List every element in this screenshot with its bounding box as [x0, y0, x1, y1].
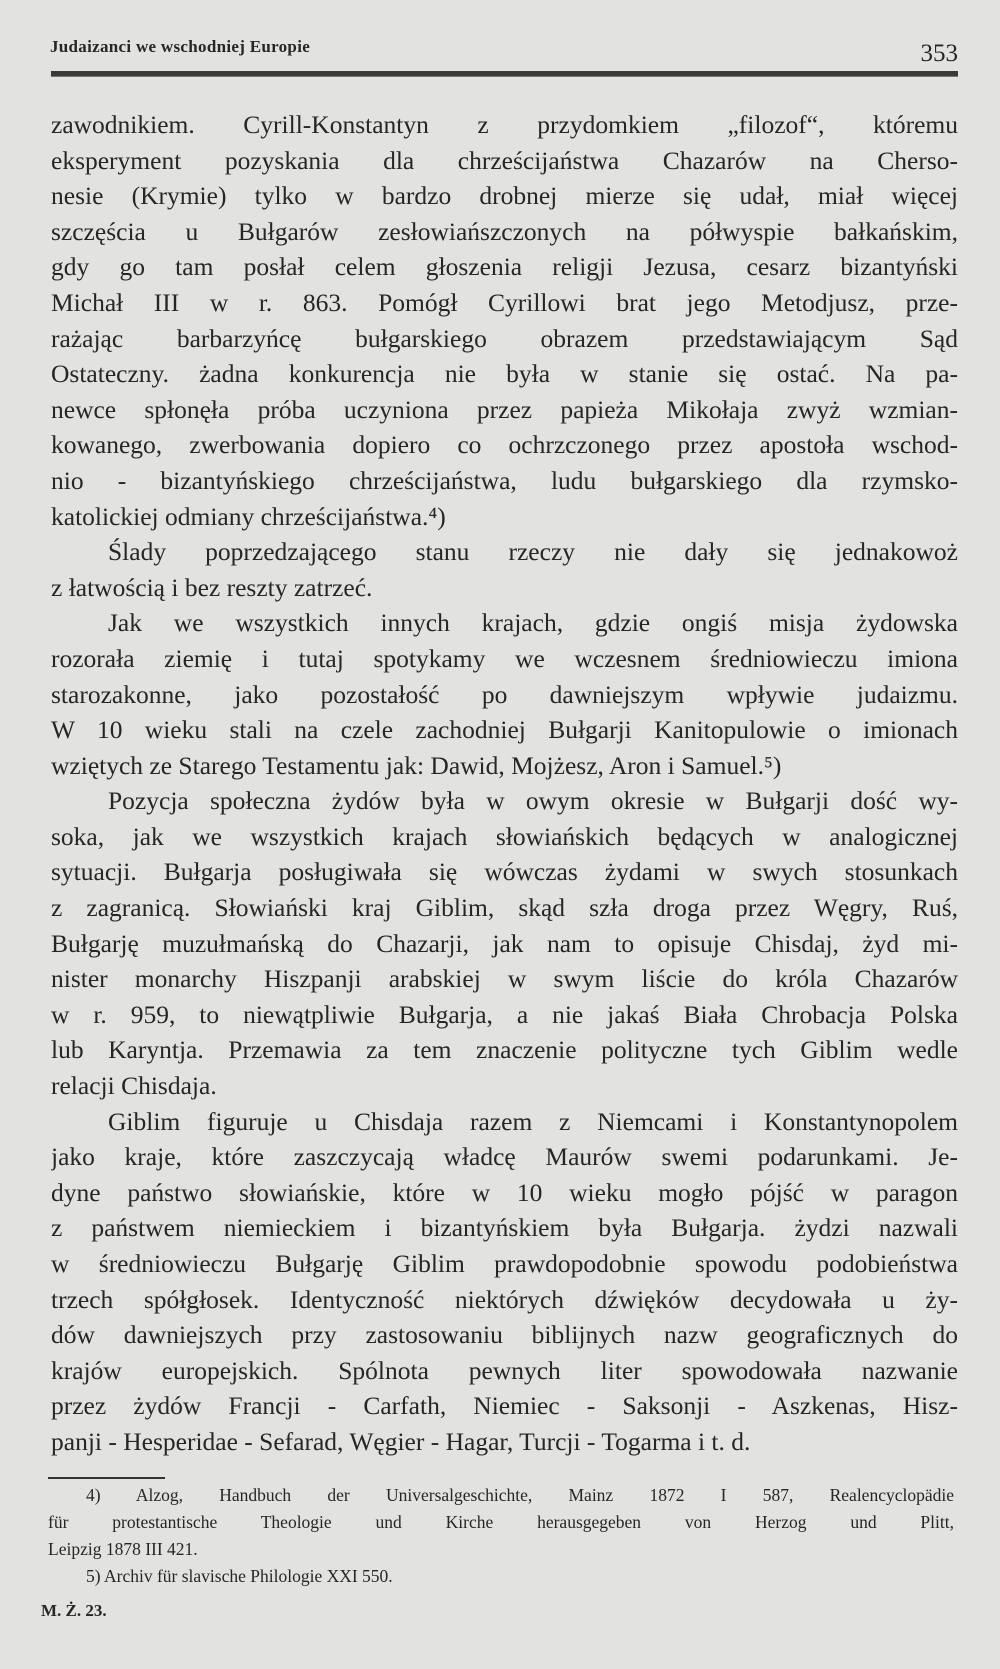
text-line: newce spłonęła próba uczyniona przez papieża Mikołaja zwyż wzmian- — [51, 394, 958, 424]
text-line: w średniowieczu Bułgarję Giblim prawdopodobnie spowodu podobieństwa — [51, 1249, 958, 1278]
text-line: zawodnikiem. Cyrill-Konstantyn z przydomkiem „filozof“, któremu — [51, 110, 958, 139]
page-number: 353 — [920, 40, 958, 67]
text-line: przez żydów Francji - Carfath, Niemiec - Saksonji - Aszkenas, Hisz- — [51, 1391, 958, 1421]
running-header-title: Judaizanci we wschodniej Europie — [50, 37, 311, 56]
text-line: Michał III w r. 863. Pomógł Cyrillowi brat jego Metodjusz, prze- — [51, 287, 958, 317]
text-line: szczęścia u Bułgarów zesłowiańszczonych na półwyspie bałkańskim, — [51, 216, 958, 246]
text-line: lub Karyntja. Przemawia za tem znaczenie polityczne tych Giblim wedle — [51, 1035, 958, 1065]
text-line: krajów europejskich. Spólnota pewnych liter spowodowała nazwanie — [51, 1355, 958, 1385]
footnote-separator — [48, 1477, 165, 1479]
text-line: Ślady poprzedzającego stanu rzeczy nie dały się jednakowoż — [108, 537, 958, 567]
body-text — [51, 107, 958, 1460]
footnotes — [48, 1482, 954, 1590]
text-line: trzech spółgłosek. Identyczność niektórych dźwięków decydowała u ży- — [51, 1284, 958, 1314]
paragraph — [51, 1104, 958, 1460]
text-line: W 10 wieku stali na czele zachodniej Bułgarji Kanitopulowie o imionach — [51, 715, 958, 745]
text-line: Giblim figuruje u Chisdaja razem z Niemcami i Konstantynopolem — [108, 1106, 958, 1136]
text-line: nesie (Krymie) tylko w bardzo drobnej mierze się udał, miał więcej — [51, 181, 958, 211]
paragraph — [51, 107, 958, 534]
text-line: relacji Chisdaja. — [51, 1071, 217, 1101]
text-line: Pozycja społeczna żydów była w owym okresie w Bułgarji dość wy- — [108, 786, 958, 816]
text-line: Bułgarję muzułmańską do Chazarji, jak nam to opisuje Chisdaj, żyd mi- — [51, 928, 958, 958]
paragraph — [51, 605, 958, 783]
footnote-line: 4) Alzog, Handbuch der Universalgeschichte, Mainz 1872 I 587, Realencyclopädie — [86, 1485, 954, 1505]
text-line: starozakonne, jako pozostałość po dawniejszym wpływie judaizmu. — [51, 679, 958, 709]
text-line: wziętych ze Starego Testamentu jak: Dawid, Mojżesz, Aron i Samuel.⁵) — [51, 750, 782, 780]
text-line: dów dawniejszych przy zastosowaniu biblijnych nazw geograficznych do — [51, 1320, 958, 1350]
text-line: nister monarchy Hiszpanji arabskiej w swym liście do króla Chazarów — [51, 964, 958, 994]
text-line: z zagranicą. Słowiański kraj Giblim, skąd szła droga przez Węgry, Ruś, — [51, 893, 958, 923]
text-line: Jak we wszystkich innych krajach, gdzie ongiś misja żydowska — [108, 608, 958, 638]
text-line: nio - bizantyńskiego chrześcijaństwa, ludu bułgarskiego dla rzymsko- — [51, 465, 958, 495]
header-rule — [51, 71, 958, 77]
text-line: jako kraje, które zaszczycają władcę Maurów swemi podarunkami. Je- — [51, 1142, 958, 1172]
text-line: z łatwością i bez reszty zatrzeć. — [51, 572, 373, 602]
text-line: sytuacji. Bułgarja posługiwała się wówczas żydami w swych stosunkach — [51, 857, 958, 887]
text-line: katolickiej odmiany chrześcijaństwa.⁴) — [51, 501, 446, 531]
footnote-line: 5) Archiv für slavische Philologie XXI 550. — [86, 1566, 393, 1586]
footnote-line: Leipzig 1878 III 421. — [48, 1539, 198, 1559]
text-line: z państwem niemieckiem i bizantyńskiem była Bułgarja. żydzi nazwali — [51, 1213, 958, 1243]
footnote-line: für protestantische Theologie und Kirche herausgegeben von Herzog und Plitt, — [48, 1512, 954, 1532]
text-line: rozorała ziemię i tutaj spotykamy we wczesnem średniowieczu imiona — [51, 643, 958, 673]
text-line: w r. 959, to niewątpliwie Bułgarja, a nie jakaś Biała Chrobacja Polska — [51, 999, 958, 1029]
text-line: eksperyment pozyskania dla chrześcijaństwa Chazarów na Cherso- — [51, 145, 958, 175]
text-line: dyne państwo słowiańskie, które w 10 wieku mogło pójść w paragon — [51, 1177, 958, 1207]
text-line: gdy go tam posłał celem głoszenia religji Jezusa, cesarz bizantyński — [51, 252, 958, 282]
text-line: panji - Hesperidae - Sefarad, Węgier - Hagar, Turcji - Togarma i t. d. — [51, 1426, 751, 1456]
text-line: rażając barbarzyńcę bułgarskiego obrazem przedstawiającym Sąd — [51, 323, 958, 353]
printer-signature: M. Ż. 23. — [41, 1601, 107, 1620]
paragraph — [51, 534, 958, 605]
text-line: soka, jak we wszystkich krajach słowiańskich będących w analogicznej — [51, 821, 958, 851]
text-line: Ostateczny. żadna konkurencja nie była w stanie się ostać. Na pa- — [51, 359, 958, 389]
text-line: kowanego, zwerbowania dopiero co ochrzczonego przez apostoła wschod- — [51, 430, 958, 460]
paragraph — [51, 783, 958, 1103]
